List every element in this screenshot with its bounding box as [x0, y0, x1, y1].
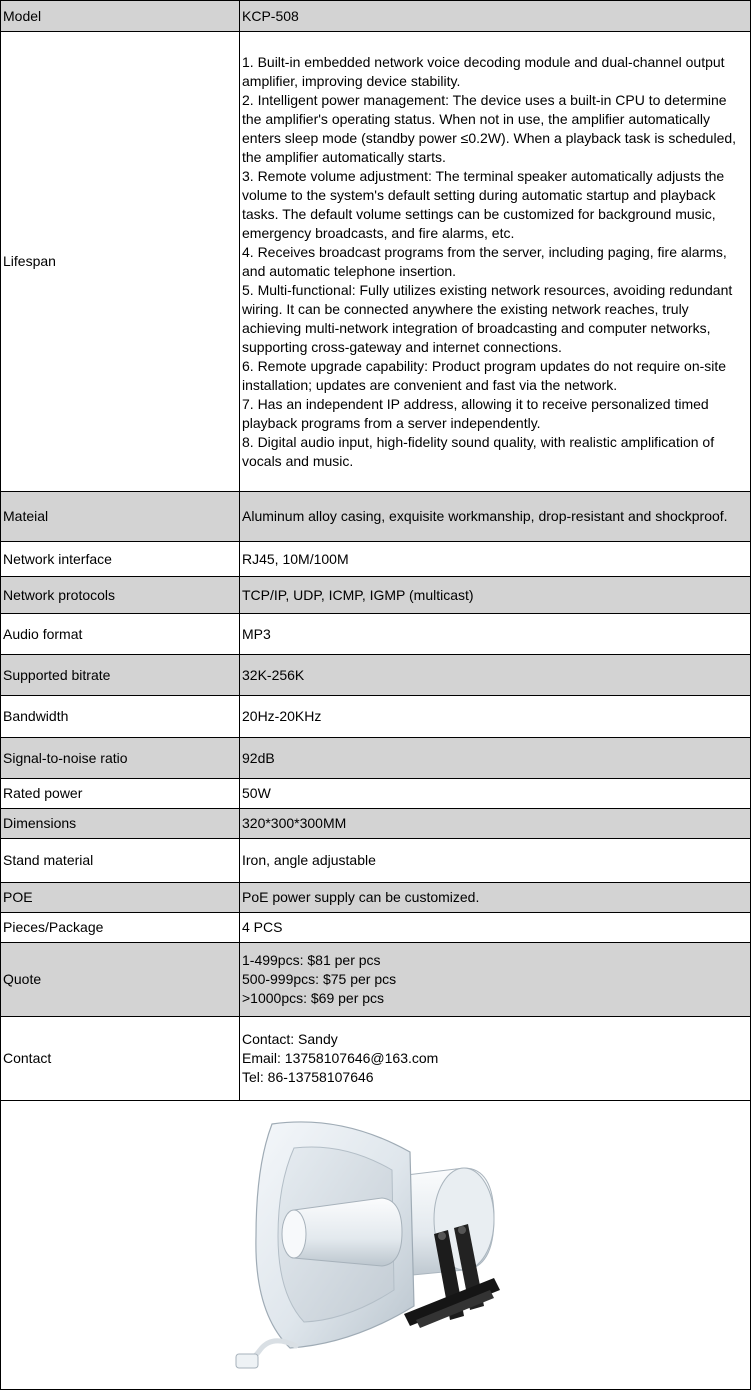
row-network-protocols: [1, 577, 751, 614]
row-snr: [1, 738, 751, 779]
label-contact: Contact: [1, 1017, 240, 1101]
label-pieces-package: Pieces/Package: [1, 913, 240, 943]
value-bitrate: 32K-256K: [240, 655, 751, 696]
value-pieces-package: 4 PCS: [240, 913, 751, 943]
label-material: Mateial: [1, 492, 240, 542]
row-bitrate: [1, 655, 751, 696]
label-rated-power: Rated power: [1, 779, 240, 809]
horn-speaker-photo: [232, 1108, 520, 1382]
label-network-protocols: Network protocols: [1, 577, 240, 614]
label-bitrate: Supported bitrate: [1, 655, 240, 696]
label-bandwidth: Bandwidth: [1, 696, 240, 738]
row-contact: [1, 1017, 751, 1101]
value-rated-power: 50W: [240, 779, 751, 809]
value-stand-material: Iron, angle adjustable: [240, 839, 751, 883]
row-lifespan: [1, 32, 751, 492]
value-poe: PoE power supply can be customized.: [240, 883, 751, 913]
row-audio-format: [1, 614, 751, 655]
label-dimensions: Dimensions: [1, 809, 240, 839]
row-network-interface: [1, 542, 751, 577]
row-poe: [1, 883, 751, 913]
value-network-interface: RJ45, 10M/100M: [240, 542, 751, 577]
row-dimensions: [1, 809, 751, 839]
label-quote: Quote: [1, 943, 240, 1017]
label-snr: Signal-to-noise ratio: [1, 738, 240, 779]
label-poe: POE: [1, 883, 240, 913]
label-model: Model: [1, 1, 240, 32]
label-audio-format: Audio format: [1, 614, 240, 655]
label-network-interface: Network interface: [1, 542, 240, 577]
value-bandwidth: 20Hz-20KHz: [240, 696, 751, 738]
row-material: [1, 492, 751, 542]
row-stand-material: [1, 839, 751, 883]
value-quote: 1-499pcs: $81 per pcs 500-999pcs: $75 per pcs >1000pcs: $69 per pcs: [240, 943, 751, 1017]
value-network-protocols: TCP/IP, UDP, ICMP, IGMP (multicast): [240, 577, 751, 614]
value-contact: Contact: Sandy Email: 13758107646@163.com Tel: 86-13758107646: [240, 1017, 751, 1101]
label-stand-material: Stand material: [1, 839, 240, 883]
row-model: [1, 1, 751, 32]
row-product-image: [1, 1101, 751, 1390]
value-dimensions: 320*300*300MM: [240, 809, 751, 839]
value-material: Aluminum alloy casing, exquisite workmanship, drop-resistant and shockproof.: [240, 492, 751, 542]
row-quote: [1, 943, 751, 1017]
row-pieces-package: [1, 913, 751, 943]
row-bandwidth: [1, 696, 751, 738]
value-snr: 92dB: [240, 738, 751, 779]
row-rated-power: [1, 779, 751, 809]
value-audio-format: MP3: [240, 614, 751, 655]
label-lifespan: Lifespan: [1, 32, 240, 492]
value-lifespan: 1. Built-in embedded network voice decoding module and dual-channel output amplifier, improving device stability. 2. Intelligent power management: The device uses a built-in CPU to determine the amplifier's operating status. When not in use, the amplifier automatically enters sleep mode (standby power ≤0.2W). When a playback task is scheduled, the amplifier automatically starts. 3. Remote volume adjustment: The terminal speaker automatically adjusts the volume to the system's default setting during automatic startup and playback tasks. The default volume settings can be customized for background music, emergency broadcasts, and fire alarms, etc. 4. Receives broadcast programs from the server, including paging, fire alarms, and automatic telephone insertion. 5. Multi-functional: Fully utilizes existing network resources, avoiding redundant wiring. It can be connected anywhere the existing network reaches, truly achieving multi-network integration of broadcasting and computer networks, supporting cross-gateway and internet connections. 6. Remote upgrade capability: Product program updates do not require on-site installation; updates are convenient and fast via the network. 7. Has an independent IP address, allowing it to receive personalized timed playback programs from a server independently. 8. Digital audio input, high-fidelity sound quality, with realistic amplification of vocals and music.: [240, 32, 751, 492]
product-image-cell: [1, 1101, 751, 1390]
value-model: KCP-508: [240, 1, 751, 32]
